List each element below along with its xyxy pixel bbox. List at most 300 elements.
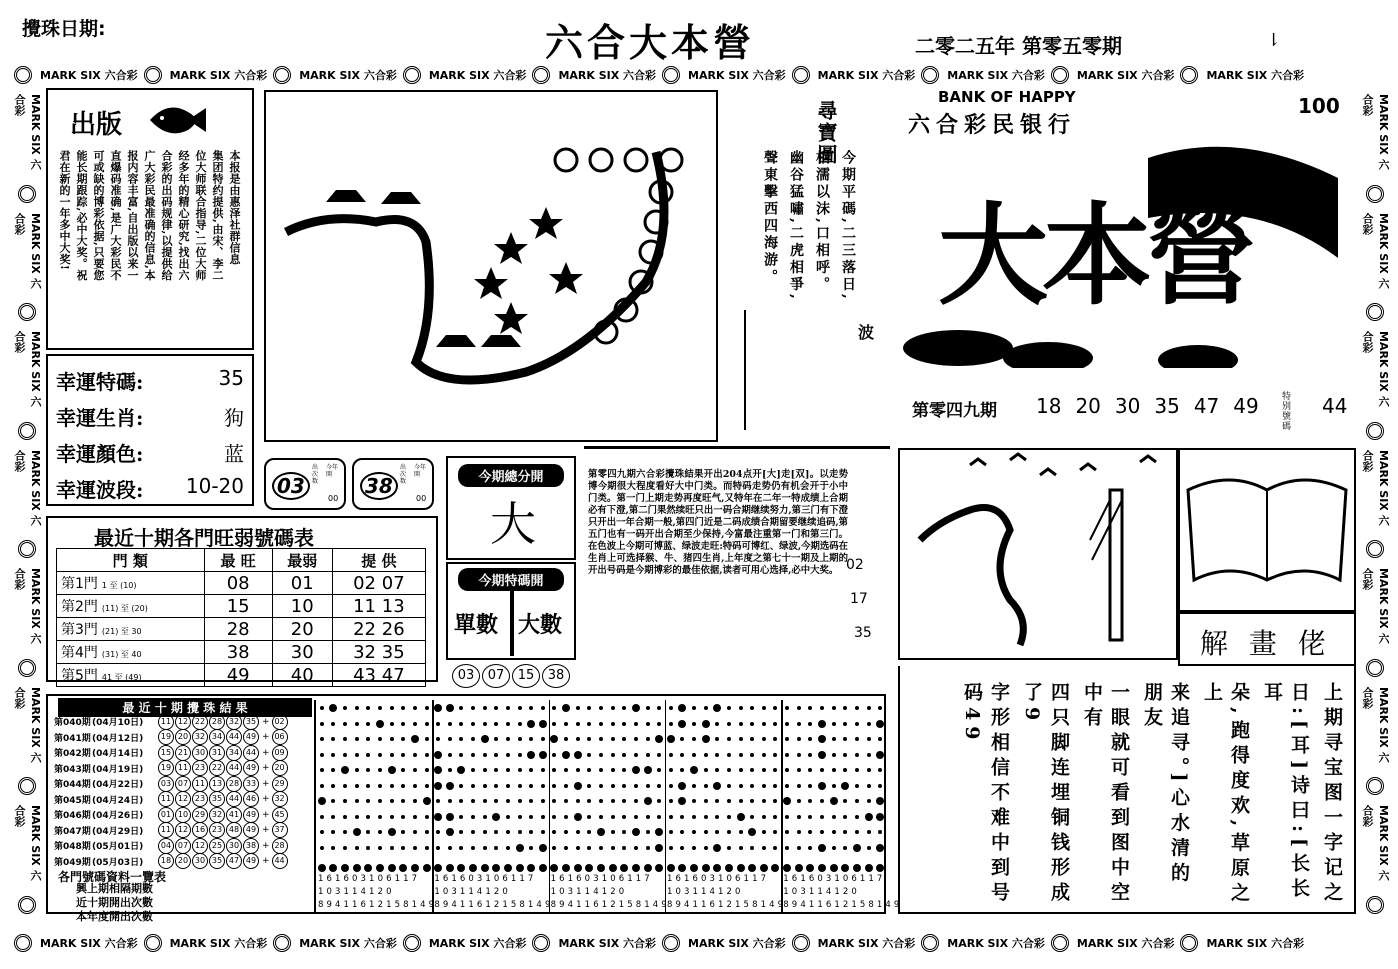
explain-box — [898, 666, 1356, 914]
door-offer: 02 07 — [332, 572, 425, 595]
result-special-ball: 44 — [272, 853, 288, 869]
table-row — [54, 730, 316, 746]
table-row — [54, 854, 316, 870]
border-label: MARK SIX 六合彩 — [1361, 686, 1390, 763]
door-name — [57, 641, 205, 664]
empty-mark — [529, 846, 533, 850]
empty-mark — [704, 784, 708, 788]
article-text: 第零四九期六合彩攪珠結果开出204点开[大]走[双]。以走势博今期很大程度看好大中门类。而特码走势仍有机会开于小中门类。第一门上期走势再度旺气,又特年在二年一特成绩上合期必有下澄,第二门果然续旺只出一码合期继续努力,第三门有下澄只开出一年合期一般,第四门近是二码成绩合期留要继续追码,第五门也有一码开出合期至少保持,今富最注重第一门和第三门。 在色波上今期可博蓝、绿波走旺:特码可博红、绿波,今期选码在生肖上可选择猴、牛、猪四生肖,上年度之第七十一期及上期的开出号码是今期博彩的最佳依据,读者可用心选择,必中大奖。 — [588, 469, 848, 576]
empty-mark — [506, 706, 510, 710]
empty-mark — [459, 799, 463, 803]
empty-mark — [401, 737, 405, 741]
door-name — [57, 618, 205, 641]
empty-mark — [843, 846, 847, 850]
result-special-ball: 45 — [272, 807, 288, 823]
flower-icon — [1051, 66, 1069, 84]
empty-mark — [750, 768, 754, 772]
publish-text-col: 君在新的一年多中大奖! — [58, 150, 71, 271]
drawn-mark — [539, 844, 547, 852]
bank-subtitle: 六合彩民银行 — [908, 112, 1077, 138]
number-ball-mark — [457, 864, 465, 872]
flower-icon — [792, 66, 810, 84]
empty-mark — [704, 768, 708, 772]
poem-area — [730, 90, 895, 442]
grid-count-row: 1 0 3 1 1 4 1 2 0 — [434, 887, 508, 897]
empty-mark — [378, 706, 382, 710]
border-label: MARK SIX 六合彩 — [1361, 212, 1390, 289]
publish-text-col: 直爆码准确,是广大彩民不 — [109, 150, 122, 281]
empty-mark — [599, 799, 603, 803]
empty-mark — [552, 753, 556, 757]
empty-mark — [843, 815, 847, 819]
drawn-mark — [492, 813, 500, 821]
empty-mark — [506, 815, 510, 819]
plus-sign: + — [262, 778, 270, 789]
empty-mark — [343, 799, 347, 803]
empty-mark — [425, 815, 429, 819]
flower-icon — [1366, 303, 1384, 321]
empty-mark — [611, 722, 615, 726]
plus-sign: + — [262, 763, 270, 774]
number-ball-mark — [597, 864, 605, 872]
drawn-mark — [434, 813, 442, 821]
result-ball: 49 — [243, 729, 259, 745]
plus-sign: + — [262, 747, 270, 758]
empty-mark — [413, 706, 417, 710]
empty-mark — [343, 737, 347, 741]
border-label: MARK SIX 六合彩 — [1076, 69, 1175, 82]
number-ball-mark — [527, 864, 535, 872]
explain-text — [959, 682, 1346, 908]
empty-mark — [855, 737, 859, 741]
empty-mark — [646, 722, 650, 726]
empty-mark — [785, 846, 789, 850]
number-ball-mark — [841, 864, 849, 872]
special-mark — [644, 766, 652, 774]
table-row — [54, 761, 316, 777]
treasure-picture-art — [266, 92, 716, 440]
number-ball-mark — [562, 864, 570, 872]
lucky-label: 幸運生肖: — [56, 406, 144, 430]
grid-count-row: 1 0 3 1 1 4 1 2 0 — [783, 887, 857, 897]
empty-mark — [727, 799, 731, 803]
border-label: MARK SIX 六合彩 — [947, 69, 1045, 82]
empty-mark — [564, 737, 568, 741]
empty-mark — [646, 815, 650, 819]
empty-mark — [552, 722, 556, 726]
empty-mark — [808, 706, 812, 710]
empty-mark — [459, 706, 463, 710]
empty-mark — [739, 753, 743, 757]
empty-mark — [413, 768, 417, 772]
empty-mark — [739, 799, 743, 803]
empty-mark — [797, 815, 801, 819]
empty-mark — [576, 706, 580, 710]
result-ball: 11 — [158, 791, 174, 807]
door-label: 第4門 — [61, 645, 98, 661]
number-ball-mark — [748, 864, 756, 872]
result-ball: 38 — [243, 838, 259, 854]
empty-mark — [355, 768, 359, 772]
empty-mark — [669, 830, 673, 834]
empty-mark — [785, 737, 789, 741]
empty-mark — [855, 722, 859, 726]
drawn-mark — [574, 813, 582, 821]
empty-mark — [750, 784, 754, 788]
empty-mark — [413, 722, 417, 726]
door-name — [57, 572, 205, 595]
empty-mark — [564, 830, 568, 834]
number-ball-mark — [678, 864, 686, 872]
result-ball: 49 — [243, 853, 259, 869]
book-icon — [1180, 450, 1354, 610]
flower-icon — [1366, 540, 1384, 558]
empty-mark — [832, 706, 836, 710]
border-label: MARK SIX 六合彩 — [13, 449, 42, 526]
result-issue: 第043期 — [54, 764, 91, 775]
empty-mark — [483, 815, 487, 819]
empty-mark — [355, 784, 359, 788]
empty-mark — [762, 737, 766, 741]
border-label: MARK SIX 六合彩 — [13, 331, 42, 407]
empty-mark — [611, 737, 615, 741]
drawn-mark — [574, 782, 582, 790]
lucky-label: 幸運顏色: — [56, 442, 144, 466]
empty-mark — [611, 768, 615, 772]
empty-mark — [552, 706, 556, 710]
right-border — [1360, 88, 1390, 918]
drawn-mark — [388, 828, 396, 836]
empty-mark — [669, 784, 673, 788]
empty-mark — [587, 799, 591, 803]
bank-title: BANK OF HAPPY — [938, 88, 1076, 106]
special-open-label: 今期特碼開 — [458, 568, 564, 591]
empty-mark — [413, 784, 417, 788]
result-date: (04月26日) — [92, 811, 144, 822]
border-label: MARK SIX 六合彩 — [13, 805, 42, 882]
empty-mark — [797, 706, 801, 710]
empty-mark — [855, 799, 859, 803]
result-ball: 46 — [243, 791, 259, 807]
flower-icon — [532, 934, 550, 952]
drawn-mark — [341, 766, 349, 774]
publish-box — [46, 88, 254, 350]
drawn-mark — [876, 813, 884, 821]
flower-icon — [792, 934, 810, 952]
empty-mark — [320, 784, 324, 788]
empty-mark — [727, 706, 731, 710]
result-ball: 31 — [209, 745, 225, 761]
empty-mark — [762, 799, 766, 803]
empty-mark — [867, 722, 871, 726]
empty-mark — [785, 768, 789, 772]
empty-mark — [471, 706, 475, 710]
door-label: 第5門 — [61, 668, 98, 684]
empty-mark — [855, 784, 859, 788]
flower-icon — [1180, 934, 1198, 952]
result-ball: 20 — [175, 853, 191, 869]
empty-mark — [773, 737, 777, 741]
door-offer: 32 35 — [332, 641, 425, 664]
empty-mark — [564, 784, 568, 788]
empty-mark — [820, 768, 824, 772]
empty-mark — [541, 737, 545, 741]
plus-sign: + — [262, 716, 270, 727]
border-label: MARK SIX 六合彩 — [1361, 449, 1390, 526]
empty-mark — [762, 768, 766, 772]
empty-mark — [599, 846, 603, 850]
empty-mark — [669, 753, 673, 757]
bank-big-title: 大本營 — [938, 191, 1250, 320]
grid-count-row: 1 6 1 6 0 3 1 0 6 1 1 7 — [434, 874, 534, 884]
result-ball: 18 — [158, 853, 174, 869]
drawn-mark — [446, 704, 454, 712]
drawn-mark — [446, 828, 454, 836]
explain-title-box — [1178, 612, 1356, 666]
empty-mark — [599, 784, 603, 788]
plus-sign: + — [262, 825, 270, 836]
border-label: MARK SIX 六合彩 — [1361, 331, 1390, 407]
empty-mark — [529, 830, 533, 834]
empty-mark — [832, 846, 836, 850]
empty-mark — [390, 706, 394, 710]
lucky-row — [56, 402, 244, 431]
door-min: 10 — [272, 595, 332, 618]
empty-mark — [355, 737, 359, 741]
top-border — [14, 62, 1384, 88]
result-ball: 04 — [158, 838, 174, 854]
number-ball-mark — [725, 864, 733, 872]
empty-mark — [518, 737, 522, 741]
empty-mark — [366, 799, 370, 803]
empty-mark — [471, 799, 475, 803]
empty-mark — [867, 830, 871, 834]
result-ball: 19 — [158, 729, 174, 745]
empty-mark — [541, 706, 545, 710]
empty-mark — [518, 768, 522, 772]
empty-mark — [541, 799, 545, 803]
result-issue: 第040期 — [54, 718, 91, 729]
empty-mark — [518, 830, 522, 834]
empty-mark — [366, 753, 370, 757]
empty-mark — [436, 830, 440, 834]
result-issue: 第049期 — [54, 857, 91, 868]
empty-mark — [797, 784, 801, 788]
flower-icon — [921, 66, 939, 84]
special-mark — [737, 813, 745, 821]
lucky-label: 幸運特碼: — [56, 370, 144, 394]
empty-mark — [599, 737, 603, 741]
empty-mark — [494, 737, 498, 741]
results-box — [46, 694, 900, 923]
result-ball: 33 — [243, 776, 259, 792]
result-date: (04月19日) — [92, 764, 144, 775]
empty-mark — [518, 815, 522, 819]
border-label: MARK SIX 六合彩 — [299, 69, 397, 82]
drawn-mark — [841, 782, 849, 790]
empty-mark — [436, 799, 440, 803]
empty-mark — [715, 815, 719, 819]
empty-mark — [739, 722, 743, 726]
empty-mark — [832, 753, 836, 757]
empty-mark — [599, 753, 603, 757]
lucky-box — [46, 354, 254, 506]
empty-mark — [599, 722, 603, 726]
explain-col: 一眼就可看到图中空中有 — [1081, 682, 1130, 907]
flower-icon — [18, 896, 36, 914]
result-ball: 11 — [158, 822, 174, 838]
empty-mark — [529, 768, 533, 772]
empty-mark — [401, 768, 405, 772]
empty-mark — [727, 830, 731, 834]
drawn-mark — [876, 751, 884, 759]
empty-mark — [390, 722, 394, 726]
legend-list — [76, 882, 153, 924]
empty-mark — [471, 753, 475, 757]
grid-count-row: 1 6 1 6 0 3 1 0 6 1 1 7 — [783, 874, 883, 884]
empty-mark — [390, 753, 394, 757]
empty-mark — [867, 706, 871, 710]
drawn-mark — [434, 704, 442, 712]
drawn-mark — [713, 782, 721, 790]
flower-icon — [403, 934, 421, 952]
flower-icon — [18, 777, 36, 795]
flower-icon — [18, 185, 36, 203]
number-ball-mark — [620, 864, 628, 872]
empty-mark — [704, 706, 708, 710]
empty-mark — [739, 846, 743, 850]
empty-mark — [634, 722, 638, 726]
legend-title: 各門號碼資料一覽表 — [58, 870, 167, 884]
table-row — [57, 664, 426, 687]
empty-mark — [552, 768, 556, 772]
empty-mark — [331, 846, 335, 850]
empty-mark — [541, 768, 545, 772]
empty-mark — [541, 815, 545, 819]
empty-mark — [808, 799, 812, 803]
empty-mark — [739, 706, 743, 710]
flower-icon — [1366, 422, 1384, 440]
empty-mark — [518, 706, 522, 710]
empty-mark — [587, 706, 591, 710]
chip-small1: 出次数 — [400, 464, 407, 485]
empty-mark — [843, 830, 847, 834]
result-ball: 30 — [192, 853, 208, 869]
empty-mark — [669, 846, 673, 850]
empty-mark — [704, 846, 708, 850]
publish-text-col: 合彩的出码规律,以提供给 — [160, 150, 173, 281]
door-label: 第3門 — [61, 622, 98, 638]
empty-mark — [797, 846, 801, 850]
empty-mark — [366, 768, 370, 772]
empty-mark — [750, 799, 754, 803]
result-ball: 07 — [175, 838, 191, 854]
empty-mark — [832, 737, 836, 741]
number-ball-mark — [806, 864, 814, 872]
empty-mark — [576, 846, 580, 850]
empty-mark — [390, 799, 394, 803]
result-ball: 01 — [158, 807, 174, 823]
empty-mark — [355, 846, 359, 850]
table-row — [54, 714, 316, 730]
results-rows — [54, 714, 316, 869]
border-label: MARK SIX 六合彩 — [428, 937, 527, 950]
explain-col: 上期寻宝图一字记之 — [1321, 682, 1343, 907]
empty-mark — [378, 830, 382, 834]
empty-mark — [587, 815, 591, 819]
empty-mark — [762, 846, 766, 850]
flower-icon — [1366, 659, 1384, 677]
empty-mark — [622, 753, 626, 757]
empty-mark — [343, 846, 347, 850]
empty-mark — [331, 815, 335, 819]
last-result-numbers — [1036, 394, 1259, 418]
lucky-value: 蓝 — [224, 442, 244, 466]
number-ball-mark — [516, 864, 524, 872]
empty-mark — [483, 768, 487, 772]
empty-mark — [657, 768, 661, 772]
empty-mark — [506, 737, 510, 741]
table-row — [54, 745, 316, 761]
empty-mark — [506, 753, 510, 757]
number-ball-mark — [771, 864, 779, 872]
empty-mark — [611, 706, 615, 710]
empty-mark — [646, 830, 650, 834]
publish-text-col: 报内容丰富,自出版以来一 — [126, 150, 139, 281]
result-issue: 第046期 — [54, 811, 91, 822]
empty-mark — [832, 830, 836, 834]
empty-mark — [401, 815, 405, 819]
door-max: 49 — [204, 664, 272, 687]
empty-mark — [727, 737, 731, 741]
result-number: 20 — [1075, 394, 1101, 418]
empty-mark — [657, 753, 661, 757]
empty-mark — [646, 784, 650, 788]
empty-mark — [541, 784, 545, 788]
empty-mark — [843, 799, 847, 803]
border-label: MARK SIX 六合彩 — [169, 69, 268, 82]
empty-mark — [692, 799, 696, 803]
empty-mark — [471, 846, 475, 850]
empty-mark — [483, 722, 487, 726]
drawn-mark — [632, 766, 640, 774]
drawn-mark — [818, 751, 826, 759]
empty-mark — [773, 830, 777, 834]
doors-header: 提 供 — [332, 549, 425, 572]
empty-mark — [680, 830, 684, 834]
bank-area — [898, 88, 1358, 438]
door-name — [57, 664, 205, 687]
result-ball: 22 — [209, 760, 225, 776]
empty-mark — [587, 846, 591, 850]
empty-mark — [773, 768, 777, 772]
plus-sign: + — [262, 856, 270, 867]
empty-mark — [611, 784, 615, 788]
empty-mark — [657, 799, 661, 803]
border-label: MARK SIX 六合彩 — [299, 937, 397, 950]
special-open-left: 單數 — [454, 612, 499, 638]
table-row — [57, 595, 426, 618]
drawn-mark — [457, 766, 465, 774]
empty-mark — [564, 768, 568, 772]
empty-mark — [518, 753, 522, 757]
empty-mark — [401, 784, 405, 788]
empty-mark — [739, 784, 743, 788]
empty-mark — [529, 815, 533, 819]
flower-icon — [14, 934, 32, 952]
empty-mark — [867, 768, 871, 772]
poem-col: 今期平碼,二三落日, — [840, 150, 856, 302]
